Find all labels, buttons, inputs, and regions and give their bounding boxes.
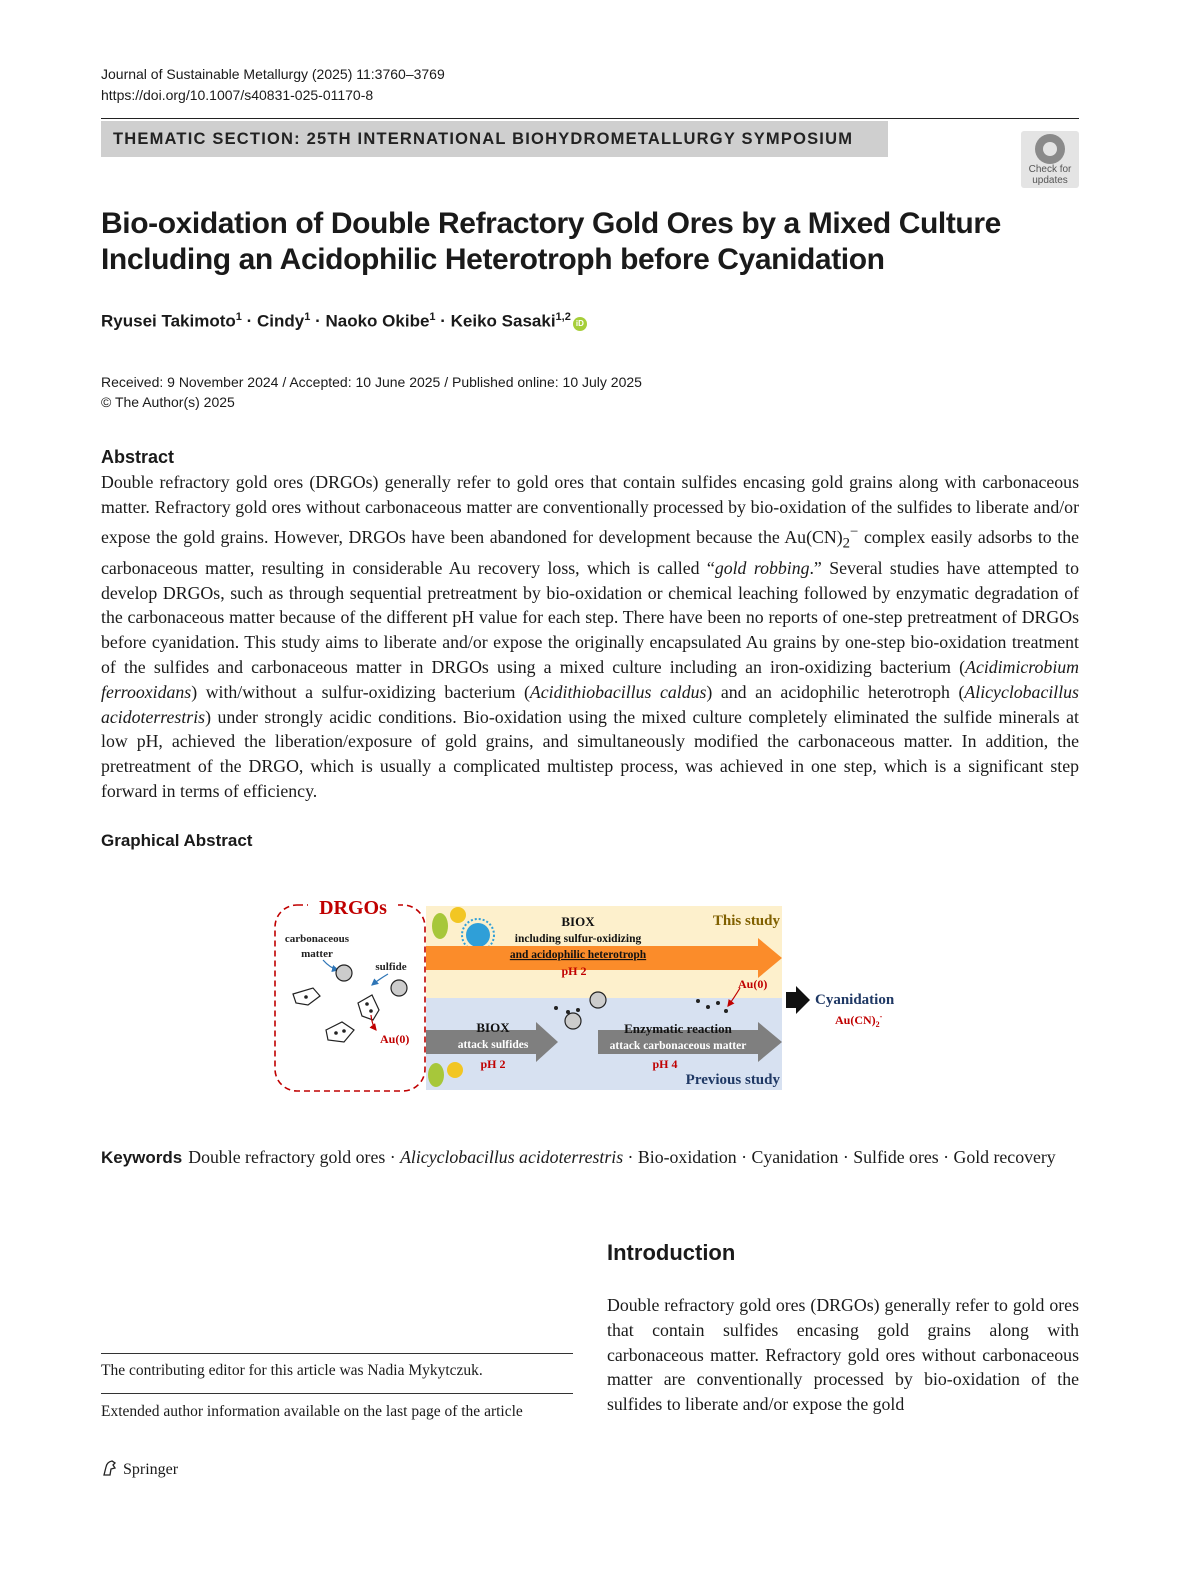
crossmark-icon <box>1035 134 1065 164</box>
graphical-abstract-heading: Graphical Abstract <box>101 831 253 850</box>
gold-grain <box>716 1001 720 1005</box>
cyanidation-arrow <box>786 986 810 1014</box>
check-updates-label: Check for updates <box>1028 164 1072 186</box>
term-gold-robbing: gold robbing <box>714 557 810 578</box>
au-cn-label <box>835 1012 883 1029</box>
gold-grain <box>724 1009 728 1013</box>
publisher-name: Springer <box>123 1461 179 1478</box>
biox-top-label: BIOX <box>561 914 595 929</box>
received-dates: Received: 9 November 2024 / Accepted: 10 June 2025 / Published online: 10 July 2025 <box>101 374 642 390</box>
author-affiliation: 1,2 <box>555 311 571 323</box>
springer-horse-icon <box>101 1459 119 1477</box>
author-list: Ryusei Takimoto$^1$ · Cindy$^1$ · Naoko Okibe$^1$ · Keiko Sasaki$^{1,2}$iD <box>101 311 587 332</box>
biox-bottom-desc: attack sulfides <box>457 1039 529 1051</box>
sulfide-grain <box>358 995 379 1020</box>
footnote-rule <box>101 1353 573 1354</box>
drgo-title: DRGOs <box>319 897 387 919</box>
abstract-text: .” Several studies have attempted to develop DRGOs, such as through sequential pretreatment by bio-oxidation or chemical leaching followed by enzymatic degradation of the carbonaceous matter because of the different pH value for each step. There have been no reports of one-step pretreatment of DRGOs before cyanidation. This study aims to liberate and/or expose the originally encapsulated Au grains by one-step bio-oxidation treatment of the sulfides and carbonaceous matter in DRGOs using a mixed culture including an iron-oxidizing bacterium ( <box>101 557 1079 678</box>
chem-formula: Au(CN) <box>784 526 843 547</box>
carbonaceous-particle <box>391 980 407 996</box>
publisher-footer <box>101 1459 178 1479</box>
sulfide-grain <box>326 1022 354 1042</box>
gold-grain <box>554 1006 558 1010</box>
au-cn-superscript: - <box>879 1012 883 1021</box>
abstract-text: Double refractory gold ores (DRGOs) generally refer to gold ores that contain sulfides encasing gold grains along with carbonaceous matter. Refractory gold ores without carbonaceous matter are conventionally processed by bio-oxidation of the sulfides to liberate and/or expose the gold grains. However, DRGOs have been abandoned for development because the <box>101 472 1079 547</box>
gold-grain <box>369 1009 373 1013</box>
species-name: Acidimicrobium ferrooxidans <box>101 657 1079 702</box>
abstract-text: complex easily adsorbs to the carbonaceous matter, resulting in considerable Au recovery loss, which is called “ <box>101 526 1079 578</box>
gold-grain <box>342 1029 346 1033</box>
publication-dates <box>101 372 642 412</box>
au-cn-subscript: 2 <box>875 1020 880 1029</box>
bacteria-icon <box>450 907 466 923</box>
author-name[interactable]: Keiko Sasaki <box>450 311 556 331</box>
keyword-text: Double refractory gold ores · <box>188 1147 401 1167</box>
author-affiliation: 1 <box>429 311 436 323</box>
carbonaceous-particle <box>336 965 352 981</box>
carbonaceous-particle <box>590 992 606 1008</box>
article-title <box>101 206 1001 278</box>
title-line-1: Bio-oxidation of Double Refractory Gold Ores by a Mixed Culture <box>101 207 1001 240</box>
carbonaceous-label: carbonaceous <box>284 933 350 945</box>
copyright: © The Author(s) 2025 <box>101 394 235 410</box>
gold-grain <box>576 1008 580 1012</box>
bacteria-icon <box>447 1062 463 1078</box>
graphical-abstract-figure <box>268 890 918 1100</box>
journal-header <box>101 64 445 106</box>
keyword-text: · Bio-oxidation · Cyanidation · Sulfide ores · Gold recovery <box>623 1147 1056 1167</box>
keywords-label: Keywords <box>101 1148 183 1167</box>
introduction-body: Double refractory gold ores (DRGOs) generally refer to gold ores that contain sulfides encasing gold grains along with carbonaceous matter. Refractory gold ores without carbonaceous matter are conventionally processed by bio-oxidation of the sulfides to liberate and/or expose the gold <box>607 1295 1079 1415</box>
bacteria-icon <box>432 913 448 939</box>
check-for-updates-badge[interactable] <box>1021 131 1079 188</box>
author-name[interactable]: Cindy <box>257 311 305 331</box>
carbon-pointer <box>323 960 338 970</box>
abstract-text: ) under strongly acidic conditions. Bio-oxidation using the mixed culture completely eliminated the sulfide minerals at low pH, achieved the liberation/exposure of gold grains, and simultaneously modified the carbonaceous matter. In addition, the pretreatment of the DRGO, which is usually a complicated multistep process, was achieved in one step, which is a significant step forward in terms of efficiency. <box>101 706 1079 802</box>
gold-grain <box>365 1002 369 1006</box>
gold-grain <box>706 1005 710 1009</box>
species-name: Acidithiobacillus caldus <box>529 681 707 702</box>
thematic-section-banner <box>101 121 888 157</box>
author-name[interactable]: Ryusei Takimoto <box>101 311 236 331</box>
footnote-rule <box>101 1393 573 1394</box>
au0-label: Au(0) <box>380 1032 410 1046</box>
cyanidation-label: Cyanidation <box>815 992 895 1008</box>
journal-citation: Journal of Sustainable Metallurgy (2025) 11:3760–3769 <box>101 66 445 82</box>
au-cn-base: Au(CN) <box>835 1013 876 1027</box>
ph-label: pH 4 <box>652 1057 678 1071</box>
au0-label: Au(0) <box>738 977 768 991</box>
editor-footnote: The contributing editor for this article was Nadia Mykytczuk. <box>101 1362 483 1379</box>
ph-label: pH 2 <box>561 964 587 978</box>
abstract-body <box>101 470 1079 804</box>
doi-link[interactable]: https://doi.org/10.1007/s40831-025-01170-8 <box>101 87 374 103</box>
sulfide-pointer <box>372 974 388 985</box>
biox-bottom-label: BIOX <box>476 1020 510 1035</box>
keywords <box>101 1145 1079 1171</box>
abstract-text: ) with/without a sulfur-oxidizing bacterium ( <box>191 681 530 702</box>
abstract-heading: Abstract <box>101 447 175 467</box>
enzymatic-label: Enzymatic reaction <box>624 1021 732 1036</box>
species-name: Alicyclobacillus acidoterrestris <box>101 681 1079 727</box>
author-affiliation: 1 <box>304 311 311 323</box>
sulfide-label: sulfide <box>375 961 407 973</box>
abstract-text: ) and an acidophilic heterotroph ( <box>706 681 965 702</box>
carbonaceous-label: matter <box>301 948 333 960</box>
enzymatic-desc: attack carbonaceous matter <box>609 1040 747 1052</box>
this-study-label: This study <box>712 913 780 929</box>
gold-grain <box>304 995 308 999</box>
title-line-2: Including an Acidophilic Heterotroph before Cyanidation <box>101 243 885 276</box>
gold-grain <box>334 1031 338 1035</box>
previous-study-label: Previous study <box>685 1072 780 1088</box>
header-rule <box>101 118 1079 119</box>
chem-subscript: 2 <box>842 535 851 552</box>
author-affiliation: 1 <box>235 311 242 323</box>
biox-top-desc: including sulfur-oxidizing <box>514 933 642 945</box>
section-label: THEMATIC SECTION: 25TH INTERNATIONAL BIOHYDROMETALLURGY SYMPOSIUM <box>113 130 854 148</box>
gold-grain <box>696 999 700 1003</box>
ph-label: pH 2 <box>480 1057 506 1071</box>
introduction-heading: Introduction <box>607 1240 736 1265</box>
extended-info-footnote: Extended author information available on the last page of the article <box>101 1403 523 1420</box>
author-name[interactable]: Naoko Okibe <box>325 311 430 331</box>
chem-superscript: − <box>850 523 859 540</box>
keyword-species: Alicyclobacillus acidoterrestris <box>400 1147 624 1167</box>
carbonaceous-particle <box>565 1013 581 1029</box>
orcid-icon[interactable]: iD <box>573 317 587 331</box>
biox-top-desc: and acidophilic heterotroph <box>509 949 647 961</box>
bacteria-icon <box>428 1063 444 1087</box>
bacteria-icon <box>466 923 490 947</box>
